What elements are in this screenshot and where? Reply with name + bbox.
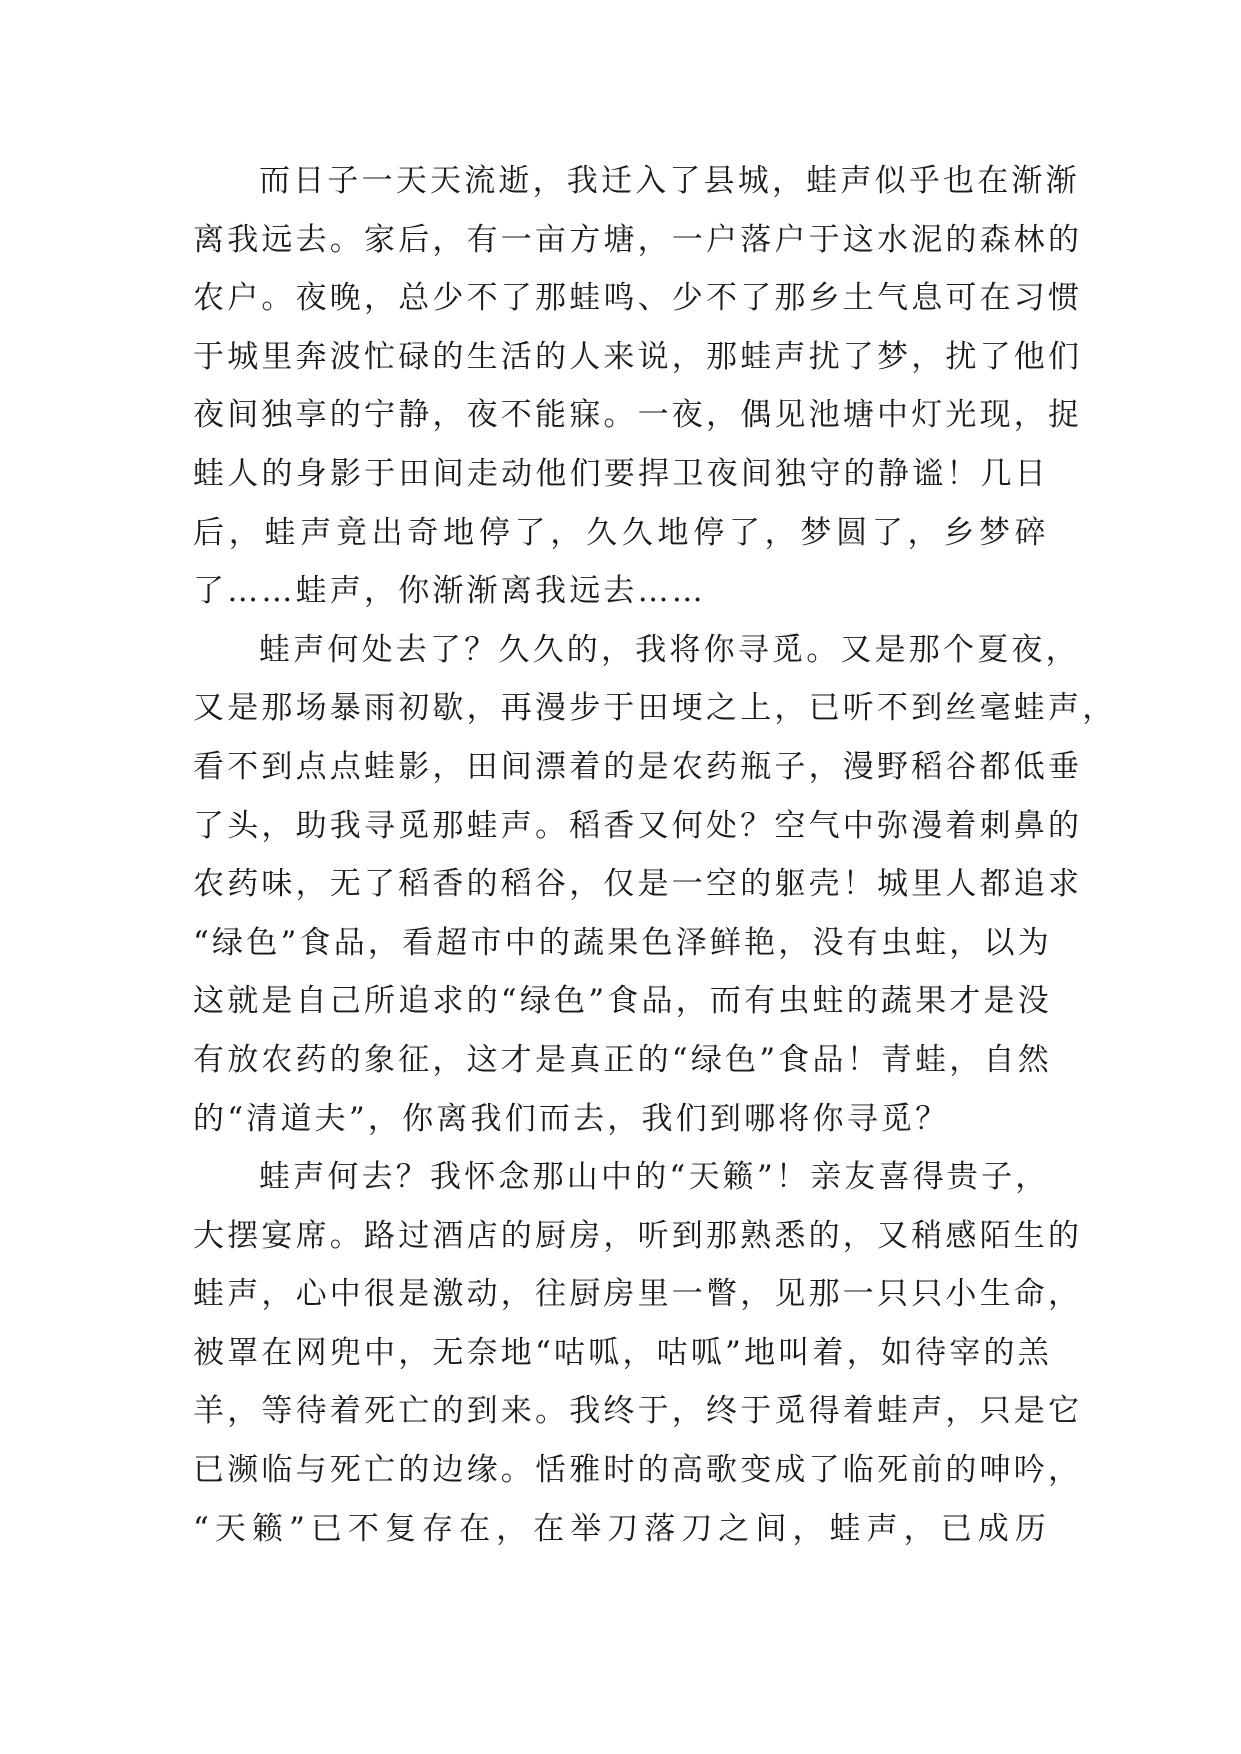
text-line: 夜间独享的宁静，夜不能寐。一夜，偶见池塘中灯光现，捉 (193, 397, 1083, 434)
text-line: 了……蛙声，你渐渐离我远去…… (193, 573, 706, 610)
text-line: 蛙声何去？我怀念那山中的“天籁”！亲友喜得贵子， (259, 1159, 1050, 1196)
text-line: 有放农药的象征，这才是真正的“绿色”食品！青蛙，自然 (193, 1041, 1052, 1078)
text-line: 了头，助我寻觅那蛙声。稻香又何处？空气中弥漫着刺鼻的 (193, 807, 1083, 844)
text-line: 而日子一天天流逝，我迁入了县城，蛙声似乎也在渐渐 (259, 163, 1080, 199)
text-line: “天籁”已不复存在，在举刀落刀之间，蛙声，已成历 (193, 1510, 1049, 1547)
text-line: 蛙声，心中很是激动，往厨房里一瞥，见那一只只小生命， (193, 1276, 1083, 1313)
text-line: 农户。夜晚，总少不了那蛙鸣、少不了那乡土气息可在习惯 (193, 280, 1083, 317)
text-line: 又是那场暴雨初歇，再漫步于田埂之上，已听不到丝毫蛙声， (193, 690, 1117, 727)
text-line: 于城里奔波忙碌的生活的人来说，那蛙声扰了梦，扰了他们 (193, 338, 1083, 375)
text-line: 离我远去。家后，有一亩方塘，一户落户于这水泥的森林的 (193, 221, 1083, 258)
text-line: 蛙声何处去了？久久的，我将你寻觅。又是那个夏夜， (259, 631, 1080, 668)
document-body (193, 152, 1117, 1558)
text-line: 的“清道夫”，你离我们而去，我们到哪将你寻觅？ (193, 1100, 950, 1137)
text-line: 看不到点点蛙影，田间漂着的是农药瓶子，漫野稻谷都低垂 (193, 748, 1083, 785)
text-line: 大摆宴席。路过酒店的厨房，听到那熟悉的，又稍感陌生的 (193, 1217, 1083, 1254)
text-line: 已濒临与死亡的边缘。恬雅时的高歌变成了临死前的呻吟， (193, 1452, 1083, 1489)
text-line: 后，蛙声竟出奇地停了，久久地停了，梦圆了，乡梦碎 (193, 514, 1049, 551)
text-line: 蛙人的身影于田间走动他们要捍卫夜间独守的静谧！几日 (193, 455, 1049, 492)
text-line: 羊，等待着死亡的到来。我终于，终于觅得着蛙声，只是它 (193, 1393, 1083, 1430)
text-line: 这就是自己所追求的“绿色”食品，而有虫蛀的蔬果才是没 (193, 983, 1052, 1020)
paragraph-2 (193, 621, 1117, 1148)
paragraph-1 (193, 152, 1083, 621)
text-line: “绿色”食品，看超市中的蔬果色泽鲜艳，没有虫蛀，以为 (193, 924, 1052, 961)
text-line: 农药味，无了稻香的稻谷，仅是一空的躯壳！城里人都追求 (193, 866, 1083, 903)
text-line: 被罩在网兜中，无奈地“咕呱，咕呱”地叫着，如待宰的羔 (193, 1334, 1052, 1371)
paragraph-3 (193, 1148, 1083, 1558)
